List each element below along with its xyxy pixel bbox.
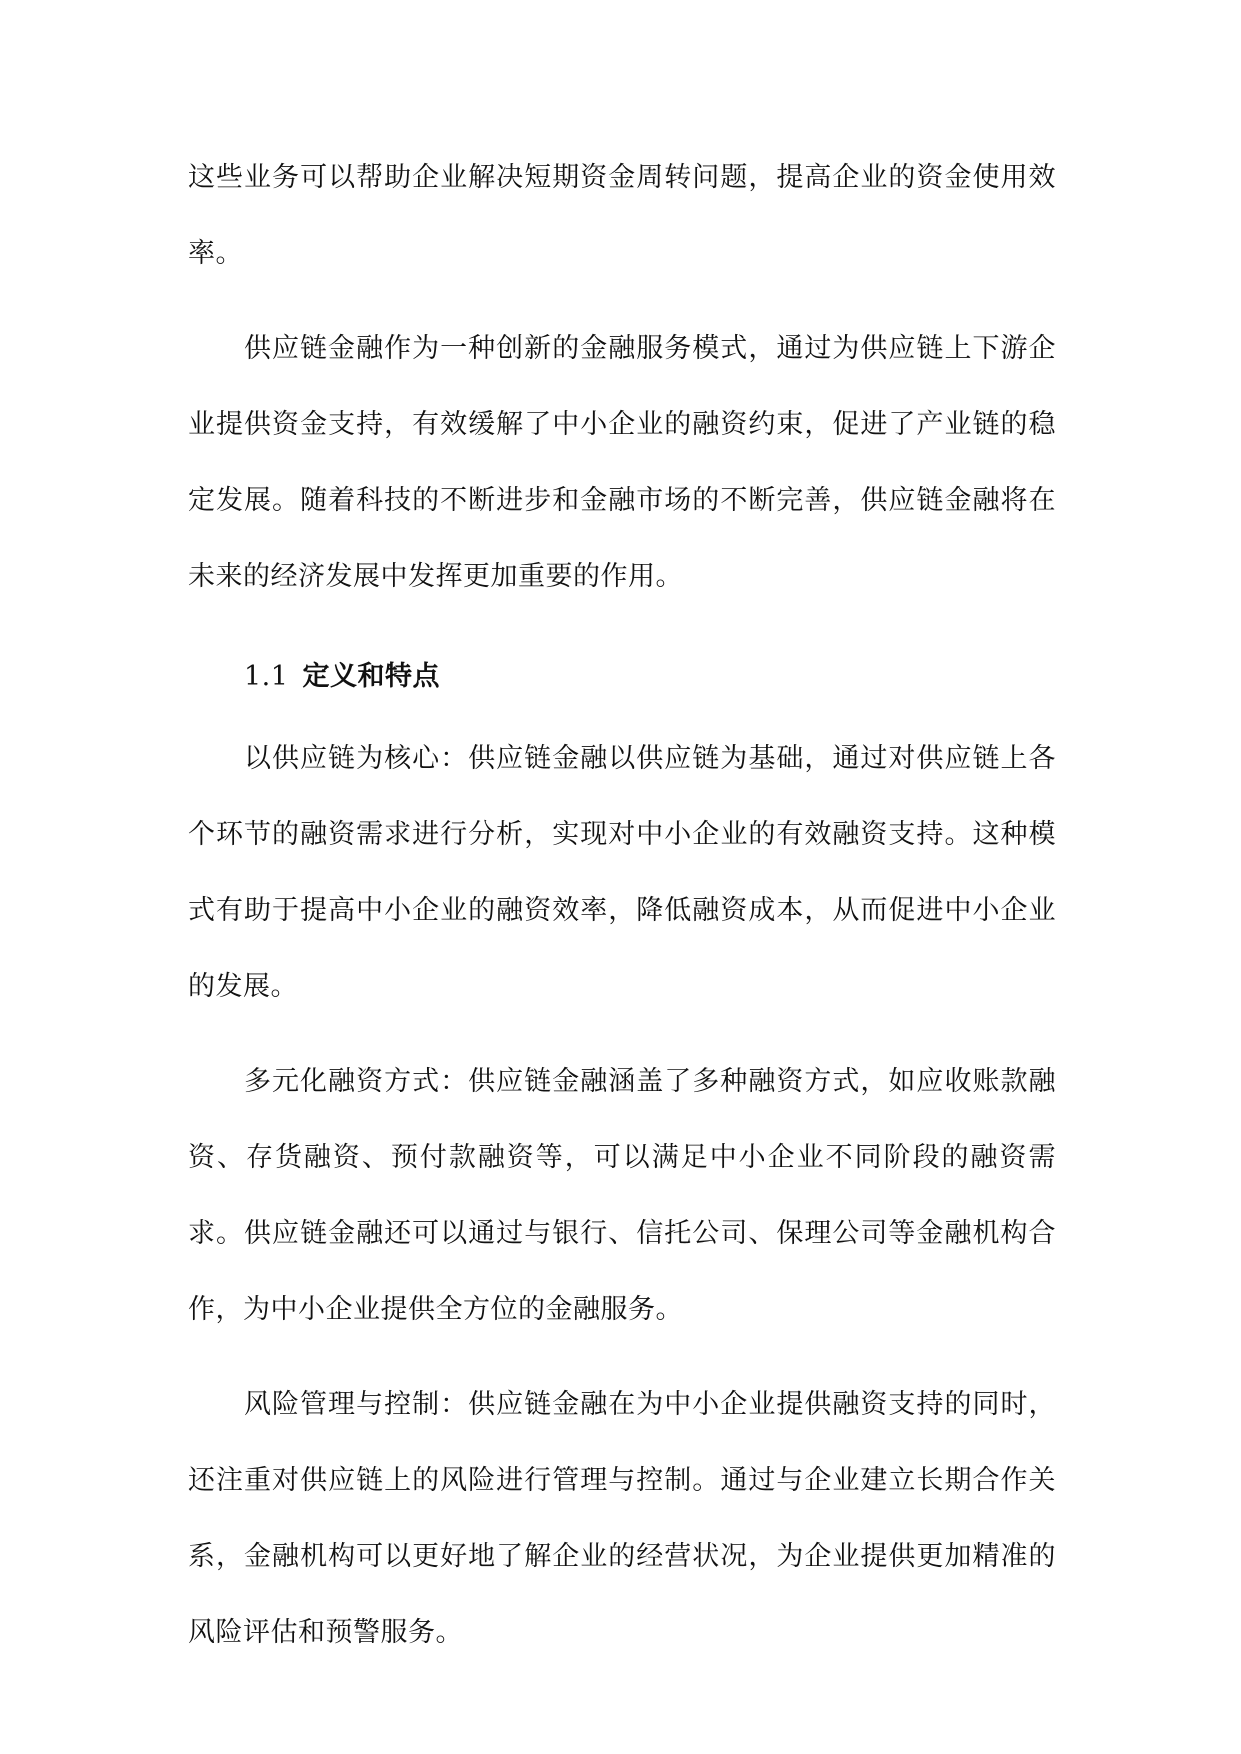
paragraph-diversified-financing: 多元化融资方式：供应链金融涵盖了多种融资方式，如应收账款融资、存货融资、预付款融资等，可以满足中小企业不同阶段的融资需求。供应链金融还可以通过与银行、信托公司、保理公司等金融机构合作，为中小企业提供全方位的金融服务。 bbox=[188, 1066, 1056, 1325]
section-title: 定义和特点 bbox=[302, 661, 440, 692]
section-number: 1.1 bbox=[244, 661, 289, 692]
paragraph-continuation: 这些业务可以帮助企业解决短期资金周转问题，提高企业的资金使用效率。 bbox=[188, 162, 1056, 269]
paragraph-intro-summary: 供应链金融作为一种创新的金融服务模式，通过为供应链上下游企业提供资金支持，有效缓解了中小企业的融资约束，促进了产业链的稳定发展。随着科技的不断进步和金融市场的不断完善，供应链金融将在未来的经济发展中发挥更加重要的作用。 bbox=[188, 333, 1056, 592]
section-heading bbox=[188, 639, 1056, 715]
document-body bbox=[188, 140, 1056, 1690]
paragraph-supply-chain-core: 以供应链为核心：供应链金融以供应链为基础，通过对供应链上各个环节的融资需求进行分析，实现对中小企业的有效融资支持。这种模式有助于提高中小企业的融资效率，降低融资成本，从而促进中小企业的发展。 bbox=[188, 743, 1056, 1002]
paragraph-risk-management: 风险管理与控制：供应链金融在为中小企业提供融资支持的同时，还注重对供应链上的风险进行管理与控制。通过与企业建立长期合作关系，金融机构可以更好地了解企业的经营状况，为企业提供更加精准的风险评估和预警服务。 bbox=[188, 1389, 1056, 1648]
